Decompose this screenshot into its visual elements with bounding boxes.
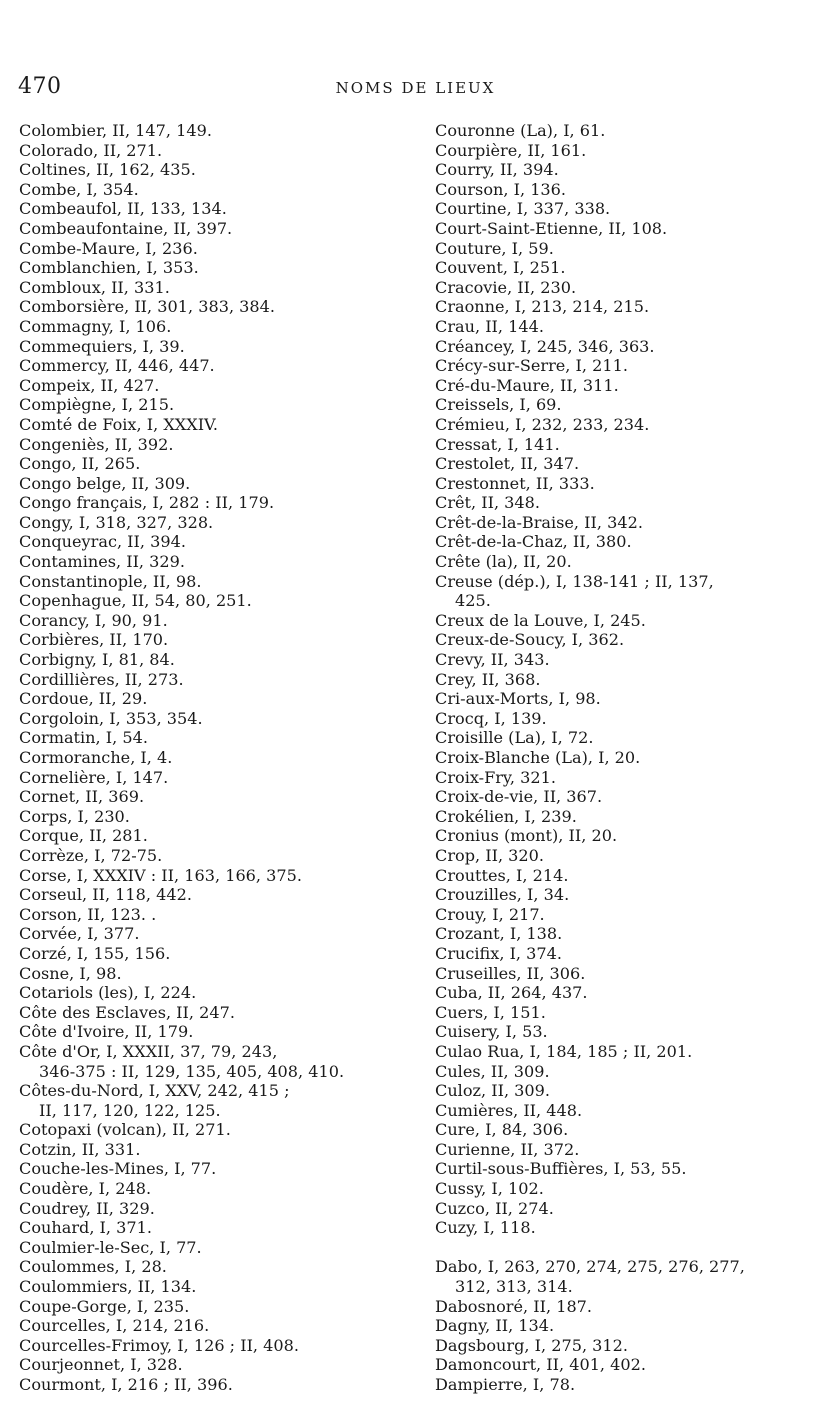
index-entry [435,513,831,533]
index-entry-line: Conqueyrac, II, 394. [19,532,186,552]
index-entry [435,493,831,513]
index-entry [19,258,429,278]
index-entry [435,611,831,631]
index-entry-line: Crouttes, I, 214. [435,865,569,885]
index-entry-line: Crouy, I, 217. [435,904,545,924]
index-entry-line: Courcelles-Frimoy, I, 126 ; II, 408. [19,1335,299,1355]
index-entry [435,1120,831,1140]
index-entry [19,768,429,788]
index-entry [19,454,429,474]
index-entry-line: Crémieu, I, 232, 233, 234. [435,414,650,434]
index-entry [435,141,831,161]
index-entry-line: Cornelière, I, 147. [19,767,169,787]
index-entry-line: Culao Rua, I, 184, 185 ; II, 201. [435,1041,693,1061]
index-entry-line: Congo français, I, 282 : II, 179. [19,493,275,513]
index-entry-line: Crocq, I, 139. [435,708,547,728]
index-entry [435,376,831,396]
index-entry-line: Craonne, I, 213, 214, 215. [435,297,650,317]
index-entry-line: Coulmier-le-Sec, I, 77. [19,1237,202,1257]
index-entry [435,787,831,807]
index-entry-line: Courtine, I, 337, 338. [435,199,611,219]
index-entry-line: Coudrey, II, 329. [19,1198,155,1218]
index-entry-line: Congo, II, 265. [19,454,141,474]
index-entry-line: Coupe-Gorge, I, 235. [19,1296,190,1316]
index-entry-line: Dabosnoré, II, 187. [435,1296,593,1316]
running-head: NOMS DE LIEUX [335,79,496,97]
index-entry [19,1159,429,1179]
index-entry-line: Corson, II, 123. . [19,904,157,924]
index-entry-line: Combe, I, 354. [19,179,139,199]
index-entry-line: Croix-de-vie, II, 367. [435,787,603,807]
index-entry-line: Crêt-de-la-Braise, II, 342. [435,512,643,532]
index-entry-line: Côte d'Ivoire, II, 179. [19,1022,194,1042]
index-entry [19,297,429,317]
index-entry-line: Cure, I, 84, 306. [435,1120,569,1140]
index-entry [19,1120,429,1140]
index-entry [19,591,429,611]
index-entry [435,924,831,944]
index-entry-line: Cuzco, II, 274. [435,1198,554,1218]
index-entry [19,748,429,768]
index-entry [435,826,831,846]
index-entry [19,670,429,690]
index-entry [19,317,429,337]
index-entry [435,846,831,866]
index-entry [435,670,831,690]
index-entry-line: Côte des Esclaves, II, 247. [19,1002,235,1022]
index-entry [435,160,831,180]
index-entry [19,826,429,846]
index-entry [19,1022,429,1042]
index-entry-line: Cruseilles, II, 306. [435,963,586,983]
index-entry-line: Corancy, I, 90, 91. [19,610,168,630]
index-entry-line: Cormatin, I, 54. [19,728,148,748]
index-entry [19,1238,429,1258]
index-entry-line: Congy, I, 318, 327, 328. [19,512,214,532]
index-entry-line: 425. [455,591,491,611]
index-entry-line: Crevy, II, 343. [435,650,550,670]
index-entry-line: Croix-Blanche (La), I, 20. [435,748,641,767]
index-entry [435,435,831,455]
index-entry [19,532,429,552]
index-entry-line: Cracovie, II, 230. [435,277,577,297]
index-entry [435,905,831,925]
index-entry [435,866,831,886]
index-entry [435,297,831,317]
index-entry [435,1022,831,1042]
index-entry-line: Copenhague, II, 54, 80, 251. [19,591,252,611]
index-entry [19,160,429,180]
index-entry-line: Court-Saint-Etienne, II, 108. [435,218,668,238]
index-entry-line: Courpière, II, 161. [435,140,587,160]
index-entry-line: Cressat, I, 141. [435,434,560,454]
page-number: 470 [18,74,62,99]
index-entry-line: Cri-aux-Morts, I, 98. [435,689,601,709]
index-entry-line: Combeaufol, II, 133, 134. [19,199,227,219]
index-entry [19,141,429,161]
index-entry-line: Corse, I, XXXIV : II, 163, 166, 375. [19,865,302,885]
index-entry-line: Culoz, II, 309. [435,1081,551,1101]
index-entry [435,239,831,259]
index-entry-line: Crestolet, II, 347. [435,454,580,474]
index-entry [435,415,831,435]
index-entry [19,944,429,964]
index-entry [19,239,429,259]
index-entry-line: Coltines, II, 162, 435. [19,160,196,180]
index-entry [435,944,831,964]
index-entry-line: Cronius (mont), II, 20. [435,826,618,846]
index-entry [435,1179,831,1199]
index-entry [19,1218,429,1238]
index-entry [435,689,831,709]
index-entry [19,866,429,886]
index-entry-line: Coulommes, I, 28. [19,1257,167,1277]
index-entry-line: Cotzin, II, 331. [19,1139,141,1159]
index-entry-line: Corseul, II, 118, 442. [19,885,192,905]
index-entry [435,532,831,552]
index-entry-line: Côte d'Or, I, XXXII, 37, 79, 243, [19,1041,278,1061]
index-entry [19,552,429,572]
index-entry [19,1316,429,1336]
index-entry [435,885,831,905]
index-entry [19,1179,429,1199]
index-entry [435,395,831,415]
index-entry-line: Crop, II, 320. [435,845,545,865]
index-entry [19,1140,429,1160]
index-entry-line: Commagny, I, 106. [19,316,172,336]
index-entry-line: 312, 313, 314. [455,1277,573,1297]
index-entry-line: Crucifix, I, 374. [435,943,562,963]
index-entry-line: Comté de Foix, I, XXXIV. [19,414,218,434]
index-entry-line: Crêt, II, 348. [435,493,541,513]
index-entry-line: Constantinople, II, 98. [19,571,202,591]
index-entry-line: Couronne (La), I, 61. [435,121,606,140]
index-entry [435,807,831,827]
index-entry-line: Compiègne, I, 215. [19,395,175,415]
index-entry [435,1042,831,1062]
index-entry-line: Cré-du-Maure, II, 311. [435,375,619,395]
index-entry [435,1081,831,1101]
index-entry [19,474,429,494]
index-entry [435,1140,831,1160]
index-entry [19,1042,429,1081]
index-entry [19,513,429,533]
index-entry [435,1257,831,1296]
index-entry [19,121,429,141]
index-entry [435,650,831,670]
index-entry [435,1297,831,1317]
index-entry-line: Cordillières, II, 273. [19,669,184,689]
index-entry [19,650,429,670]
index-entry-line: Comborsière, II, 301, 383, 384. [19,297,276,317]
index-entry [435,278,831,298]
index-entry-line: Comblanchien, I, 353. [19,258,199,278]
index-entry [19,846,429,866]
index-entry [19,787,429,807]
index-entry [435,180,831,200]
index-column-left [19,121,429,1395]
index-entry [435,317,831,337]
index-entry-line: Damoncourt, II, 401, 402. [435,1355,647,1375]
index-entry-line: Congo belge, II, 309. [19,473,191,493]
index-entry-line: Cornet, II, 369. [19,787,145,807]
index-entry-line: Corzé, I, 155, 156. [19,943,171,963]
index-entry-line: Creuse (dép.), I, 138-141 ; II, 137, [435,571,714,591]
index-entry [435,1218,831,1238]
index-entry [19,395,429,415]
index-entry-line: Creux de la Louve, I, 245. [435,610,646,630]
index-entry [19,689,429,709]
index-entry [435,1355,831,1375]
index-entry-line: Crey, II, 368. [435,669,541,689]
index-entry [19,728,429,748]
index-entry-line: Couvent, I, 251. [435,258,566,278]
index-entry-line: Dampierre, I, 78. [435,1375,576,1394]
index-entry-line: Courson, I, 136. [435,179,567,199]
index-entry-line: Courry, II, 394. [435,160,559,180]
index-entry [19,1199,429,1219]
index-entry [435,572,831,611]
index-entry-line: Cotariols (les), I, 224. [19,983,197,1003]
index-entry-line: Creux-de-Soucy, I, 362. [435,630,625,650]
index-entry-line: Dabo, I, 263, 270, 274, 275, 276, 277, [435,1257,745,1277]
index-entry-line: Cuisery, I, 53. [435,1022,548,1042]
index-entry-line: Combe-Maure, I, 236. [19,238,198,258]
index-entry [19,924,429,944]
index-entry-line: Couture, I, 59. [435,238,554,258]
index-entry-line: Couhard, I, 371. [19,1218,152,1238]
index-entry-line: Coulommiers, II, 134. [19,1277,197,1297]
index-entry [19,278,429,298]
index-entry-line: 346-375 : II, 129, 135, 405, 408, 410. [39,1061,345,1081]
index-entry [435,454,831,474]
index-entry [19,493,429,513]
index-entry [435,337,831,357]
index-entry-line: Creissels, I, 69. [435,395,562,415]
index-entry [435,1316,831,1336]
index-column-right [435,121,831,1395]
index-entry-line: Corps, I, 230. [19,806,130,826]
index-entry-line: Crozant, I, 138. [435,924,563,944]
index-entry-line: Colorado, II, 271. [19,140,163,160]
index-entry [19,1277,429,1297]
index-entry-line: Commequiers, I, 39. [19,336,185,356]
index-entry-line: Cules, II, 309. [435,1061,550,1081]
index-entry [19,1336,429,1356]
index-entry-line: Cotopaxi (volcan), II, 271. [19,1120,231,1140]
index-entry [435,258,831,278]
index-entry [19,199,429,219]
index-entry-line: Crestonnet, II, 333. [435,473,595,493]
index-entry [435,728,831,748]
index-entry [19,611,429,631]
index-entry-line: Corbières, II, 170. [19,630,169,650]
index-entry [19,572,429,592]
index-entry-line: Cormoranche, I, 4. [19,748,173,767]
index-entry [19,905,429,925]
index-entry [435,709,831,729]
index-entry-line: Crête (la), II, 20. [435,552,572,572]
index-entry-line: Cuzy, I, 118. [435,1218,536,1238]
index-entry-line: Coudère, I, 248. [19,1179,152,1199]
index-entry-line: Dagny, II, 134. [435,1316,555,1336]
index-entry [19,180,429,200]
index-entry [435,964,831,984]
index-entry [435,748,831,768]
index-entry-line: Cuba, II, 264, 437. [435,983,588,1003]
index-entry [435,1375,831,1395]
index-entry-line: Combloux, II, 331. [19,277,170,297]
index-entry [435,1159,831,1179]
index-entry [19,807,429,827]
index-entry [435,983,831,1003]
index-entry-line: Courmont, I, 216 ; II, 396. [19,1375,233,1394]
index-entry-line: Corvée, I, 377. [19,924,140,944]
index-entry-line: Commercy, II, 446, 447. [19,356,215,376]
index-entry-line: Cumières, II, 448. [435,1100,583,1120]
index-entry [19,415,429,435]
index-entry [19,709,429,729]
index-entry-line: Corrèze, I, 72-75. [19,845,163,865]
index-entry-line: Courcelles, I, 214, 216. [19,1316,210,1336]
index-entry [435,474,831,494]
index-entry-line: Côtes-du-Nord, I, XXV, 242, 415 ; [19,1081,290,1101]
index-entry-line: Colombier, II, 147, 149. [19,121,212,140]
index-entry-line: Corque, II, 281. [19,826,148,846]
index-entry [435,356,831,376]
index-entry-line: Compeix, II, 427. [19,375,160,395]
index-entry-line: II, 117, 120, 122, 125. [39,1100,221,1120]
index-entry [19,1355,429,1375]
index-entry-line: Couche-les-Mines, I, 77. [19,1159,217,1179]
index-entry-line: Crouzilles, I, 34. [435,885,570,905]
index-entry [19,376,429,396]
index-entry-line: Dagsbourg, I, 275, 312. [435,1335,629,1355]
index-entry-line: Crau, II, 144. [435,316,544,336]
index-entry-line: Croix-Fry, 321. [435,767,556,787]
index-entry [435,1336,831,1356]
index-entry [19,435,429,455]
index-entry-line: Congeniès, II, 392. [19,434,174,454]
index-entry [19,1297,429,1317]
index-entry-line: Croisille (La), I, 72. [435,728,594,748]
index-entry-line: Corbigny, I, 81, 84. [19,650,175,670]
index-entry [435,1101,831,1121]
index-entry-line: Contamines, II, 329. [19,552,185,572]
index-entry-line: Cuers, I, 151. [435,1002,546,1022]
index-entry-line: Cordoue, II, 29. [19,689,148,709]
index-entry [19,964,429,984]
index-entry-line: Créancey, I, 245, 346, 363. [435,336,655,356]
index-entry [435,768,831,788]
index-entry-line: Combeaufontaine, II, 397. [19,218,233,238]
index-entry [19,219,429,239]
index-entry [435,121,831,141]
index-entry [19,337,429,357]
index-entry-line: Crécy-sur-Serre, I, 211. [435,356,628,376]
index-entry-line: Cussy, I, 102. [435,1179,544,1199]
index-entry [19,1003,429,1023]
index-entry [19,630,429,650]
index-entry [19,983,429,1003]
index-entry [435,199,831,219]
index-entry [19,1257,429,1277]
index-entry [19,356,429,376]
index-entry [435,552,831,572]
index-entry [435,1062,831,1082]
index-entry [435,1003,831,1023]
index-entry-line: Curienne, II, 372. [435,1139,580,1159]
index-entry-line: Crokélien, I, 239. [435,806,577,826]
index-entry [19,1081,429,1120]
index-entry-line: Cosne, I, 98. [19,963,122,983]
index-entry-line: Corgoloin, I, 353, 354. [19,708,203,728]
index-entry-line: Courjeonnet, I, 328. [19,1355,183,1375]
index-entry [435,630,831,650]
index-entry [435,219,831,239]
index-entry [435,1199,831,1219]
index-entry-line: Crêt-de-la-Chaz, II, 380. [435,532,632,552]
index-entry [19,885,429,905]
index-entry [19,1375,429,1395]
index-entry-line: Curtil-sous-Buffières, I, 53, 55. [435,1159,687,1179]
